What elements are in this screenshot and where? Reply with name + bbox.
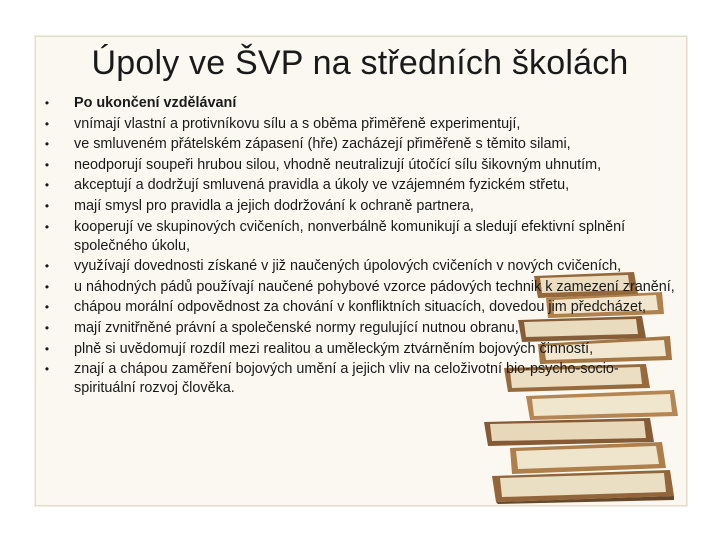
list-item: • vnímají vlastní a protivníkovu sílu a s oběma přiměřeně experimentují,: [40, 115, 680, 134]
bullet-icon: •: [44, 137, 50, 152]
bullet-icon: •: [44, 279, 50, 294]
bullet-icon: •: [44, 300, 50, 315]
bullet-icon: •: [44, 157, 50, 172]
list-item: • ve smluveném přátelském zápasení (hře) zacházejí přiměřeně s těmito silami,: [40, 135, 680, 154]
list-item: • znají a chápou zaměření bojových umění a jejich vliv na celoživotní bio-psycho-socio-spirituální rozvoj člověka.: [40, 360, 680, 398]
bullet-icon: •: [44, 219, 50, 234]
bullet-list: [40, 94, 680, 400]
bullet-icon: •: [44, 341, 50, 356]
list-item: • mají smysl pro pravidla a jejich dodržování k ochraně partnera,: [40, 197, 680, 216]
list-item: • akceptují a dodržují smluvená pravidla a úkoly ve vzájemném fyzickém střetu,: [40, 176, 680, 195]
list-item: • Po ukončení vzdělávaní: [40, 94, 680, 113]
list-item: • chápou morální odpovědnost za chování v konfliktních situacích, dovedou jim předcházet,: [40, 298, 680, 317]
bullet-icon: •: [44, 320, 50, 335]
bullet-icon: •: [44, 259, 50, 274]
list-item: • kooperují ve skupinových cvičeních, nonverbálně komunikují a sledují efektivní splnění společného úkolu,: [40, 218, 680, 256]
bullet-icon: •: [44, 362, 50, 377]
list-item: • u náhodných pádů používají naučené pohybové vzorce pádových technik k zamezení zranění,: [40, 278, 680, 297]
list-item: • využívají dovednosti získané v již naučených úpolových cvičeních v nových cvičeních,: [40, 257, 680, 276]
list-item: • mají zvnitřněné právní a společenské normy regulující nutnou obranu,: [40, 319, 680, 338]
bullet-icon: •: [44, 178, 50, 193]
bullet-icon: •: [44, 198, 50, 213]
bullet-icon: •: [44, 96, 50, 110]
slide-title: Úpoly ve ŠVP na středních školách: [91, 44, 629, 82]
bullet-icon: •: [44, 116, 50, 131]
list-item: • neodporují soupeři hrubou silou, vhodně neutralizují útočící sílu šikovným uhnutím,: [40, 156, 680, 175]
list-item: • plně si uvědomují rozdíl mezi realitou a uměleckým ztvárněním bojových činností,: [40, 340, 680, 359]
